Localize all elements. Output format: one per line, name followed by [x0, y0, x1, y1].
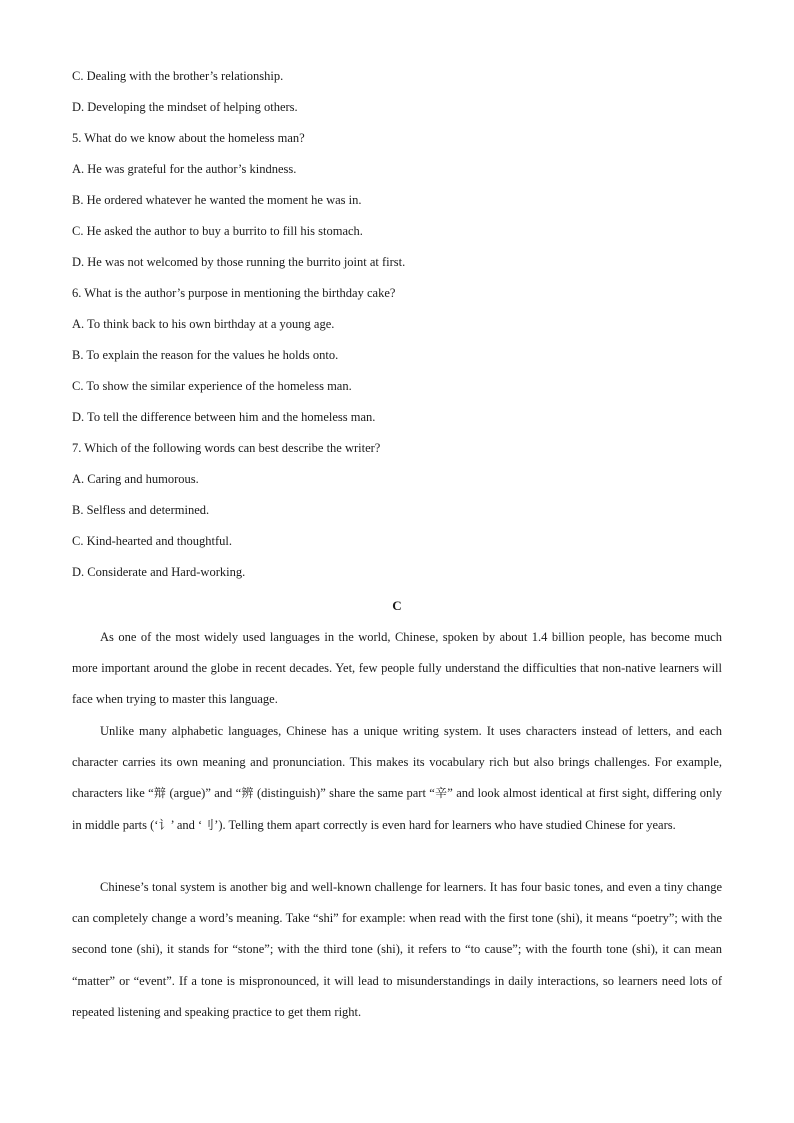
question-6-stem: 6. What is the author’s purpose in mentioning the birthday cake?: [72, 286, 396, 300]
question-5-option-a: A. He was grateful for the author’s kindness.: [72, 162, 297, 176]
paragraph-2-text-b: (argue)” and “: [166, 786, 242, 801]
paragraph-2-text-e: ’ and ‘: [170, 817, 203, 832]
paragraph-2-text-c: (distinguish)” share the same part “: [253, 786, 435, 801]
paragraph-2-text-d: ” and look almost identical at first sight, differing only in middle parts (‘: [72, 786, 722, 832]
chinese-char-distinguish: 辨: [241, 786, 254, 801]
question-6-option-c: C. To show the similar experience of the homeless man.: [72, 379, 352, 393]
chinese-char-argue: 辩: [153, 786, 167, 801]
paragraph-2-text-a: Unlike many alphabetic languages, Chinese has a unique writing system. It uses characters instead of letters, and each character carries its own meaning and pronunciation. This makes its vocabulary rich but also brings challenges. For example, characters like “: [72, 724, 722, 801]
question-7-option-a: A. Caring and humorous.: [72, 472, 199, 486]
question-7-option-c: C. Kind-hearted and thoughtful.: [72, 534, 233, 548]
section-heading: C: [392, 598, 402, 613]
paragraph-3: Chinese’s tonal system is another big and well-known challenge for learners. It has four basic tones, and even a tiny change can completely change a word’s meaning. Take “shi” for example: when read with the first tone (shi), it means “poetry”; with the second tone (shi), it stands for “stone”; with the third tone (shi), it refers to “to cause”; with the fourth tone (shi), it can mean “matter” or “event”. If a tone is mispronounced, it will lead to misunderstandings in daily interactions, so learners need lots of repeated listening and speaking practice to get them right.: [72, 880, 722, 1019]
chinese-radical-knife: 刂: [202, 817, 215, 832]
chinese-char-shared-part: 辛: [434, 786, 448, 801]
option-prev-c: C. Dealing with the brother’s relationship.: [72, 69, 284, 83]
question-6-option-b: B. To explain the reason for the values he holds onto.: [72, 348, 339, 362]
paragraph-1: As one of the most widely used languages in the world, Chinese, spoken by about 1.4 billion people, has become much more important around the globe in recent decades. Yet, few people fully understand the difficulties that non-native learners will face when trying to master this language.: [72, 630, 722, 707]
question-5-option-b: B. He ordered whatever he wanted the moment he was in.: [72, 193, 362, 207]
paragraph-2: [72, 716, 722, 841]
chinese-radical-speech: 讠: [158, 817, 171, 832]
option-prev-d: D. Developing the mindset of helping others.: [72, 100, 298, 114]
question-5-stem: 5. What do we know about the homeless man?: [72, 131, 305, 145]
question-7-stem: 7. Which of the following words can best describe the writer?: [72, 441, 381, 455]
paragraph-2-text-f: ’). Telling them apart correctly is even hard for learners who have studied Chinese for years.: [214, 817, 676, 832]
question-7-option-d: D. Considerate and Hard-working.: [72, 565, 246, 579]
question-5-option-c: C. He asked the author to buy a burrito to fill his stomach.: [72, 224, 363, 238]
question-6-option-d: D. To tell the difference between him and the homeless man.: [72, 410, 376, 424]
question-7-option-b: B. Selfless and determined.: [72, 503, 210, 517]
question-6-option-a: A. To think back to his own birthday at a young age.: [72, 317, 335, 331]
question-5-option-d: D. He was not welcomed by those running the burrito joint at first.: [72, 255, 406, 269]
